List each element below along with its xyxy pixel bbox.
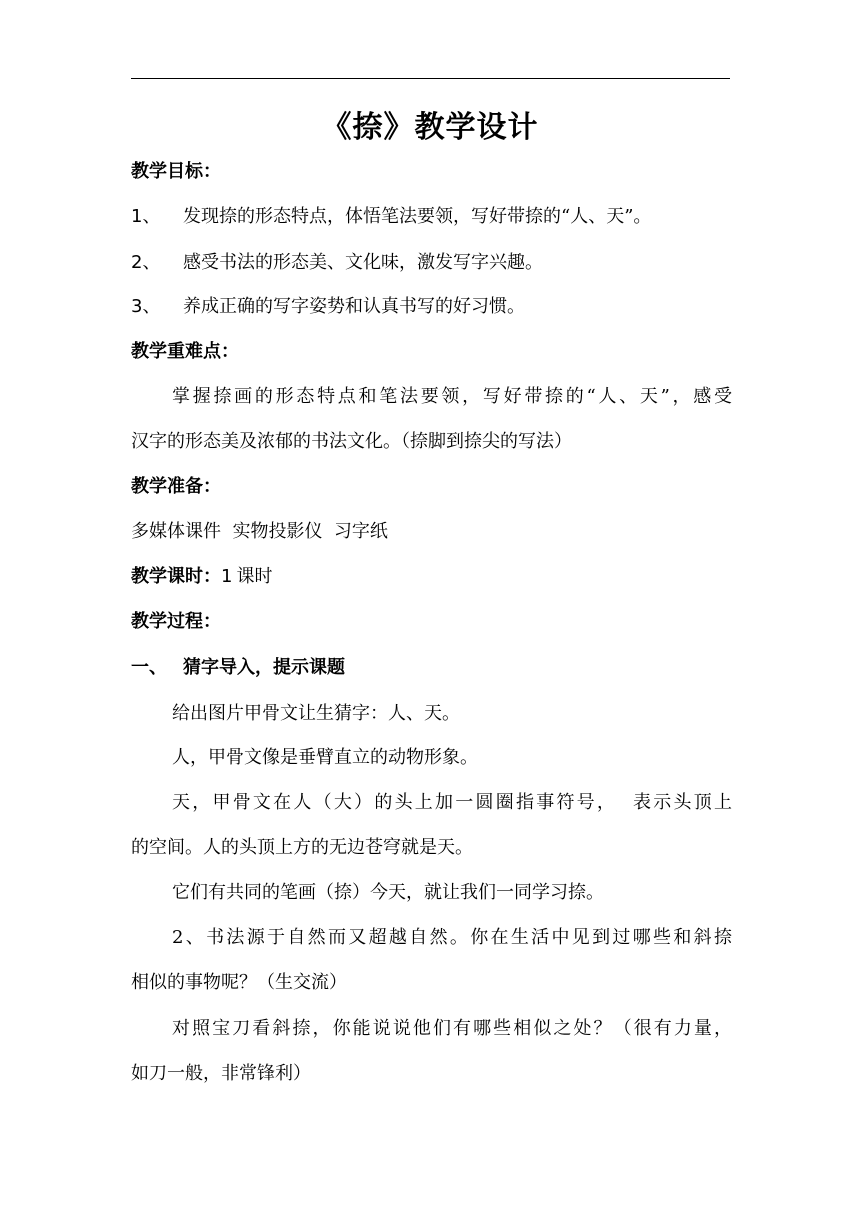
section-1-heading xyxy=(131,656,731,680)
paragraph-6-line-1: 对照宝刀看斜捺，你能说说他们有哪些相似之处？（很有力量， xyxy=(172,1018,732,1039)
objective-item-1 xyxy=(131,205,731,229)
key-points-line-2: 汉字的形态美及浓郁的书法文化。（捺脚到捺尖的写法） xyxy=(131,431,572,452)
paragraph-1: 给出图片甲骨文让生猜字：人、天。 xyxy=(172,703,460,724)
paragraph-4: 它们有共同的笔画（捺）今天，就让我们一同学习捺。 xyxy=(172,882,604,903)
section-title: 猜字导入，提示课题 xyxy=(183,657,345,678)
key-points-line-1: 掌握捺画的形态特点和笔法要领，写好带捺的“人、天”，感受 xyxy=(172,386,732,407)
process-heading: 教学过程： xyxy=(131,611,221,632)
hours-unit: 课时 xyxy=(236,566,273,587)
objective-number: 3、 xyxy=(131,296,161,317)
objective-item-2 xyxy=(131,251,731,275)
objectives-heading: 教学目标： xyxy=(131,161,221,182)
objective-text: 养成正确的写字姿势和认真书写的好习惯。 xyxy=(183,296,525,317)
key-points-heading: 教学重难点： xyxy=(131,341,239,362)
objective-item-3 xyxy=(131,295,731,319)
hours-line xyxy=(131,565,731,589)
preparation-heading: 教学准备： xyxy=(131,476,221,497)
page-title: 《捺》教学设计 xyxy=(321,110,539,145)
paragraph-3-line-1: 天，甲骨文在人（大）的头上加一圆圈指事符号， 表示头顶上 xyxy=(172,792,732,813)
objective-number: 1、 xyxy=(131,206,161,227)
preparation-text: 多媒体课件 实物投影仪 习字纸 xyxy=(131,521,388,542)
objective-number: 2、 xyxy=(131,252,161,273)
hours-value: 1 xyxy=(221,566,233,587)
paragraph-2: 人，甲骨文像是垂臂直立的动物形象。 xyxy=(172,747,478,768)
paragraph-5-line-1: 2、书法源于自然而又超越自然。你在生活中见到过哪些和斜捺 xyxy=(172,927,732,948)
hours-heading: 教学课时： xyxy=(131,566,221,587)
objective-text: 发现捺的形态特点，体悟笔法要领，写好带捺的“人、天”。 xyxy=(183,206,652,227)
paragraph-5-line-2: 相似的事物呢？（生交流） xyxy=(131,972,347,993)
paragraph-3-line-2: 的空间。人的头顶上方的无边苍穹就是天。 xyxy=(131,837,473,858)
objective-text: 感受书法的形态美、文化味，激发写字兴趣。 xyxy=(183,252,543,273)
paragraph-6-line-2: 如刀一般，非常锋利） xyxy=(131,1063,311,1084)
header-rule xyxy=(131,78,730,79)
section-number: 一、 xyxy=(131,657,167,678)
